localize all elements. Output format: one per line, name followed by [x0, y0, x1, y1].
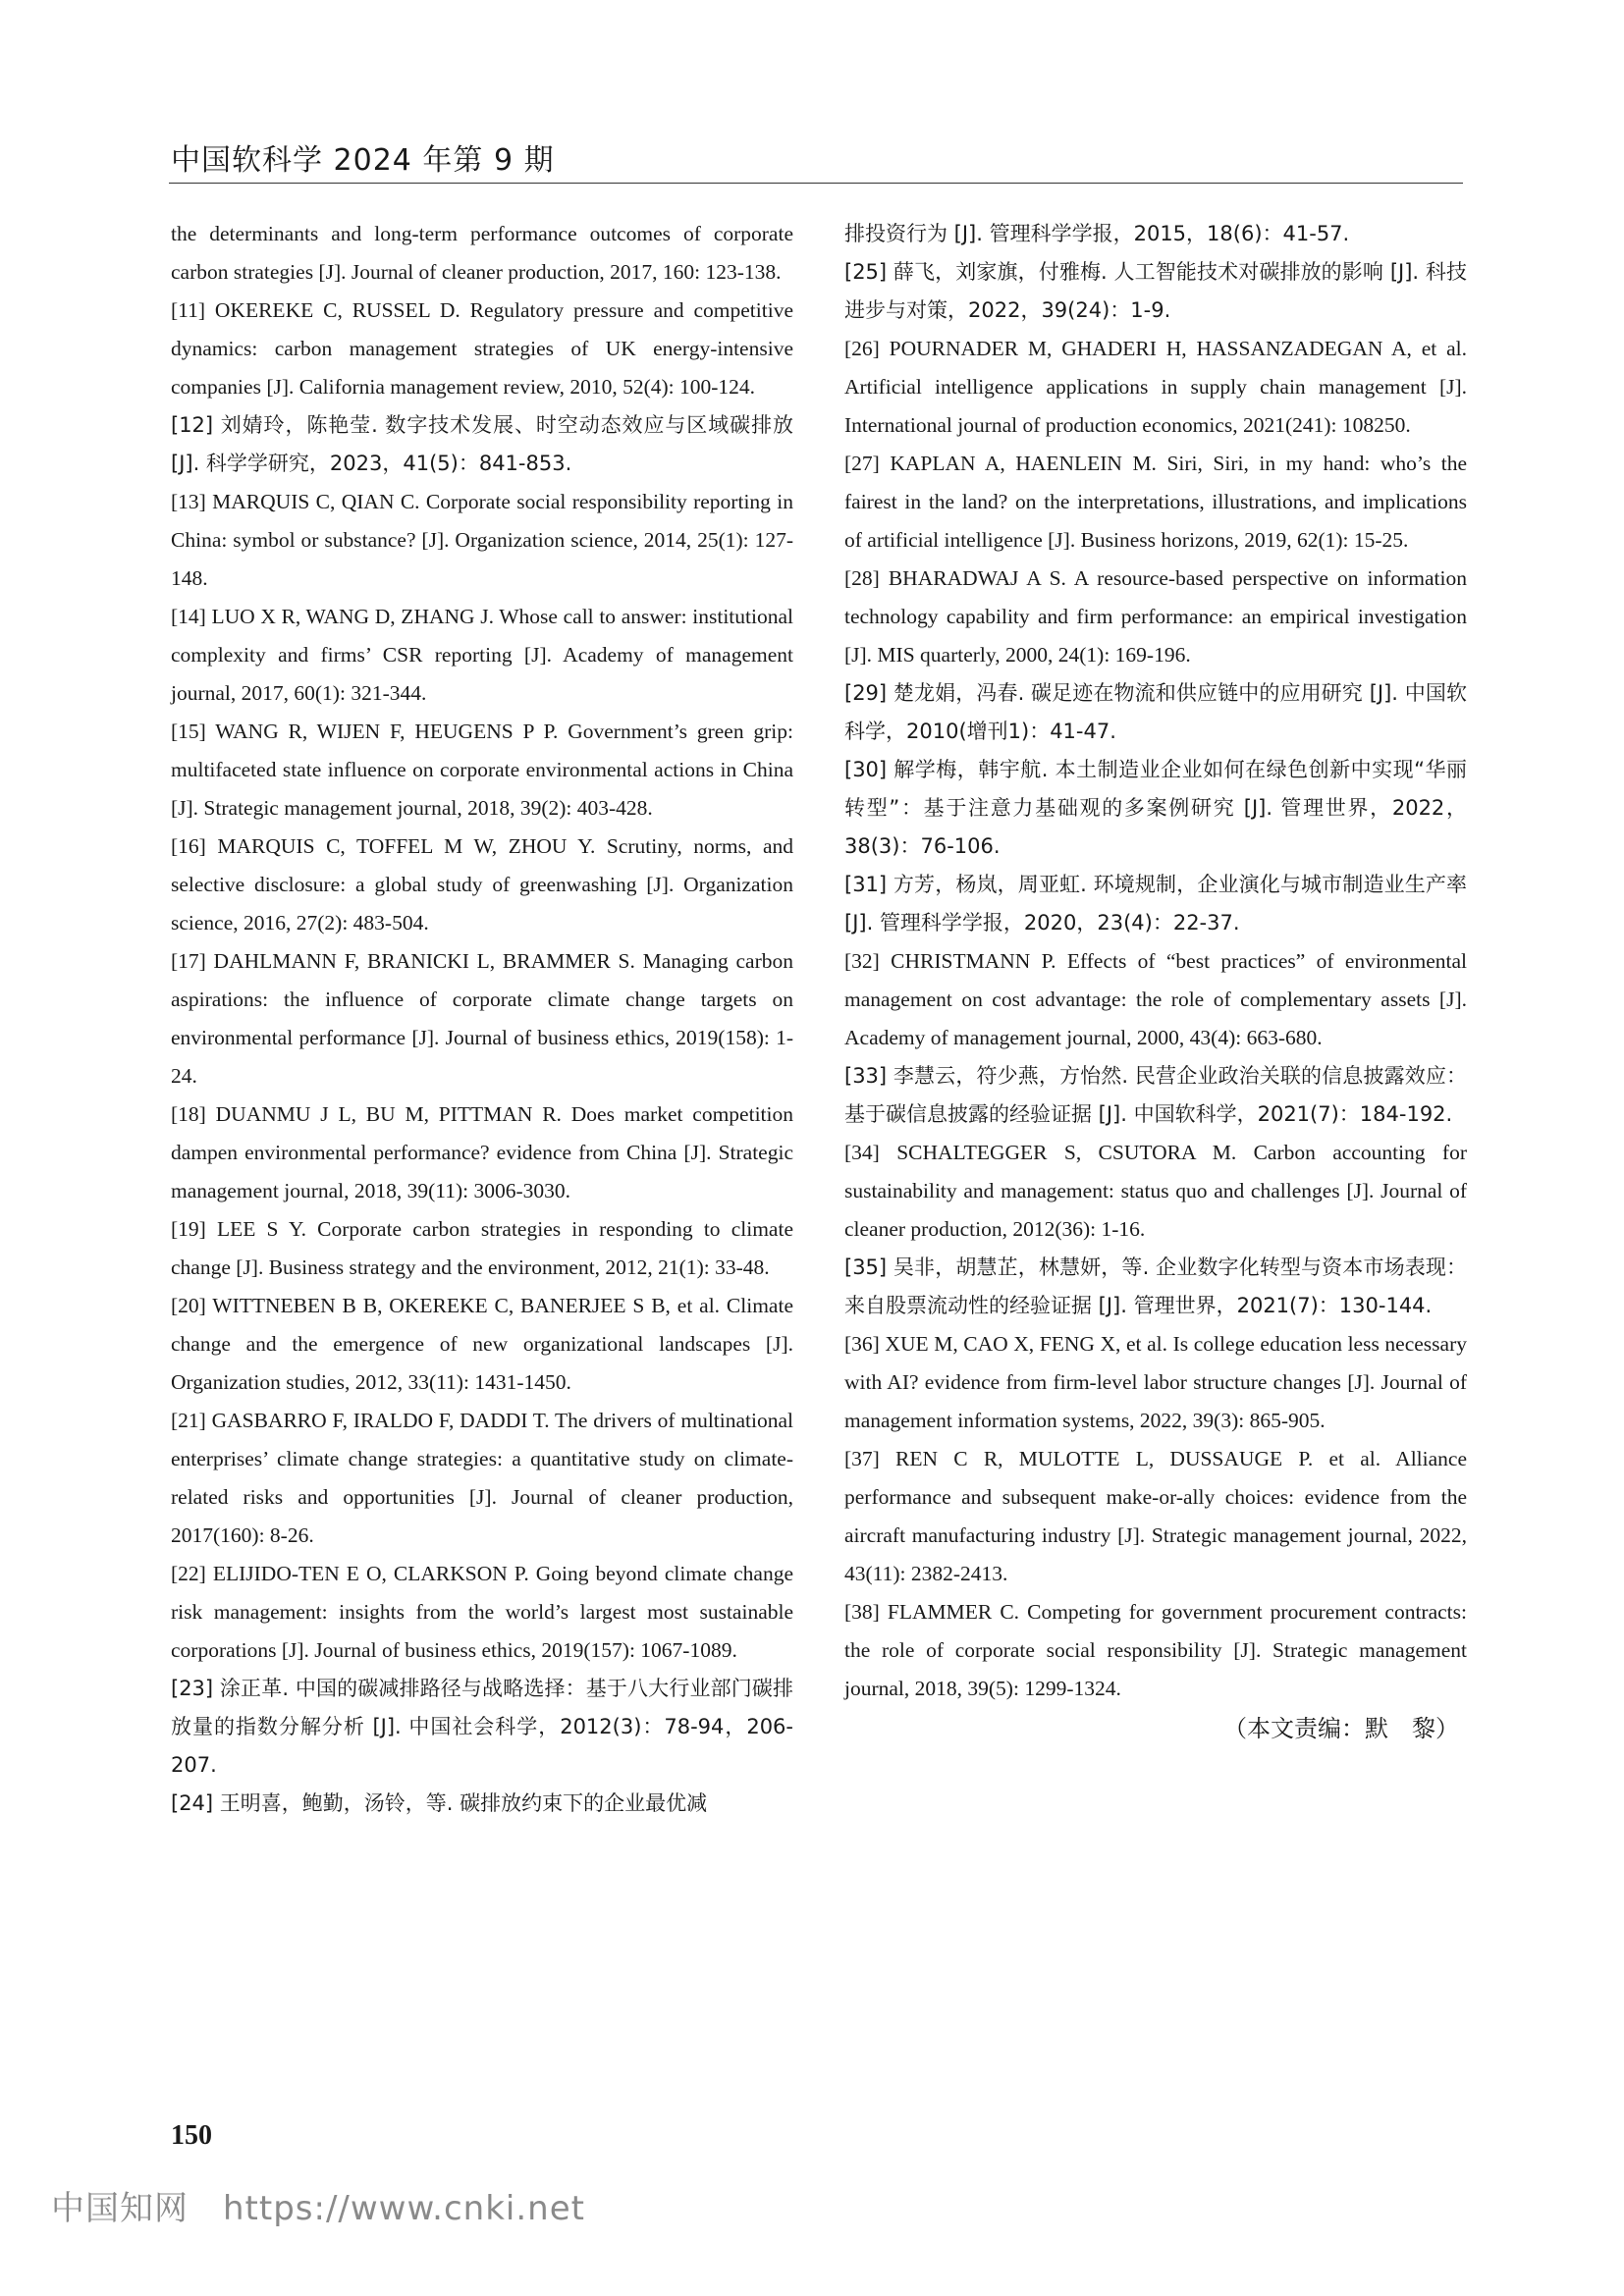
reference-entry: [36] XUE M, CAO X, FENG X, et al. Is college education less necessary with AI? evidence from firm-level labor structure changes [J]. Journal of management information systems, 2022, 39(3): 865-905. — [844, 1332, 1467, 1432]
reference-entry: [33] 李慧云，符少燕，方怡然. 民营企业政治关联的信息披露效应：基于碳信息披露的经验证据 [J]. 中国软科学，2021(7)：184-192. — [844, 1064, 1467, 1126]
reference-entry: [23] 涂正革. 中国的碳减排路径与战略选择：基于八大行业部门碳排放量的指数分解分析 [J]. 中国社会科学，2012(3)：78-94，206-207. — [171, 1677, 793, 1777]
reference-entry: 排投资行为 [J]. 管理科学学报，2015，18(6)：41-57. — [844, 222, 1350, 245]
reference-entry: [11] OKEREKE C, RUSSEL D. Regulatory pressure and competitive dynamics: carbon management strategies of UK energy-intensive companies [J]. California management review, 2010, 52(4): 100-124. — [171, 298, 793, 399]
editor-note: （本文责编：默 黎） — [1223, 1715, 1459, 1742]
reference-entry: [22] ELIJIDO-TEN E O, CLARKSON P. Going beyond climate change risk management: insights from the world’s largest most sustainable corporations [J]. Journal of business ethics, 2019(157): 1067-1089. — [171, 1562, 793, 1662]
reference-entry: [38] FLAMMER C. Competing for government procurement contracts: the role of corporate social responsibility [J]. Strategic management journal, 2018, 39(5): 1299-1324. — [844, 1600, 1467, 1700]
reference-entry: [12] 刘婧玲，陈艳莹. 数字技术发展、时空动态效应与区域碳排放 [J]. 科学学研究，2023，41(5)：841-853. — [171, 413, 793, 475]
reference-entry: [20] WITTNEBEN B B, OKEREKE C, BANERJEE S B, et al. Climate change and the emergence of new organizational landscapes [J]. Organization studies, 2012, 33(11): 1431-1450. — [171, 1294, 793, 1394]
reference-entry: [31] 方芳，杨岚，周亚虹. 环境规制，企业演化与城市制造业生产率 [J]. 管理科学学报，2020，23(4)：22-37. — [844, 873, 1467, 934]
reference-entry: [17] DAHLMANN F, BRANICKI L, BRAMMER S. Managing carbon aspirations: the influence of corporate climate change targets on environmental performance [J]. Journal of business ethics, 2019(158): 1-24. — [171, 949, 793, 1088]
reference-entry: [37] REN C R, MULOTTE L, DUSSAUGE P. et al. Alliance performance and subsequent make-or-ally choices: evidence from the aircraft manufacturing industry [J]. Strategic management journal, 2022, 43(11): 2382-2413. — [844, 1447, 1467, 1585]
reference-entry: [13] MARQUIS C, QIAN C. Corporate social responsibility reporting in China: symbol or substance? [J]. Organization science, 2014, 25(1): 127-148. — [171, 490, 793, 590]
reference-entry: [35] 吴非，胡慧芷，林慧妍，等. 企业数字化转型与资本市场表现：来自股票流动性的经验证据 [J]. 管理世界，2021(7)：130-144. — [844, 1255, 1467, 1317]
reference-entry: [34] SCHALTEGGER S, CSUTORA M. Carbon accounting for sustainability and management: status quo and challenges [J]. Journal of cleaner production, 2012(36): 1-16. — [844, 1141, 1467, 1241]
reference-entry: [25] 薛飞，刘家旗，付雅梅. 人工智能技术对碳排放的影响 [J]. 科技进步与对策，2022，39(24)：1-9. — [844, 260, 1467, 322]
references-right-column — [844, 215, 1467, 1749]
reference-entry: [21] GASBARRO F, IRALDO F, DADDI T. The drivers of multinational enterprises’ climate change strategies: a quantitative study on climate-related risks and opportunities [J]. Journal of cleaner production, 2017(160): 8-26. — [171, 1409, 793, 1547]
reference-entry: [27] KAPLAN A, HAENLEIN M. Siri, Siri, in my hand: who’s the fairest in the land? on the interpretations, illustrations, and implications of artificial intelligence [J]. Business horizons, 2019, 62(1): 15-25. — [844, 452, 1467, 552]
reference-entry: [14] LUO X R, WANG D, ZHANG J. Whose call to answer: institutional complexity and firms’ CSR reporting [J]. Academy of management journal, 2017, 60(1): 321-344. — [171, 605, 793, 705]
reference-entry: [19] LEE S Y. Corporate carbon strategies in responding to climate change [J]. Business strategy and the environment, 2012, 21(1): 33-48. — [171, 1217, 793, 1279]
reference-entry: [18] DUANMU J L, BU M, PITTMAN R. Does market competition dampen environmental performance? evidence from China [J]. Strategic management journal, 2018, 39(11): 3006-3030. — [171, 1102, 793, 1202]
cnki-watermark: 中国知网 https://www.cnki.net — [51, 2189, 585, 2228]
reference-entry: [26] POURNADER M, GHADERI H, HASSANZADEGAN A, et al. Artificial intelligence applications in supply chain management [J]. International journal of production economics, 2021(241): 108250. — [844, 337, 1467, 437]
reference-entry: [24] 王明喜，鲍勤，汤铃，等. 碳排放约束下的企业最优减 — [171, 1791, 708, 1815]
reference-entry: [15] WANG R, WIJEN F, HEUGENS P P. Government’s green grip: multifaceted state influence on corporate environmental actions in China [J]. Strategic management journal, 2018, 39(2): 403-428. — [171, 720, 793, 820]
reference-entry: [16] MARQUIS C, TOFFEL M W, ZHOU Y. Scrutiny, norms, and selective disclosure: a global study of greenwashing [J]. Organization science, 2016, 27(2): 483-504. — [171, 834, 793, 934]
reference-entry: [30] 解学梅，韩宇航. 本土制造业企业如何在绿色创新中实现“华丽转型”：基于注意力基础观的多案例研究 [J]. 管理世界，2022，38(3)：76-106. — [844, 758, 1467, 858]
reference-entry: [32] CHRISTMANN P. Effects of “best practices” of environmental management on cost advantage: the role of complementary assets [J]. Academy of management journal, 2000, 43(4): 663-680. — [844, 949, 1467, 1049]
reference-entry: [28] BHARADWAJ A S. A resource-based perspective on information technology capability and firm performance: an empirical investigation [J]. MIS quarterly, 2000, 24(1): 169-196. — [844, 566, 1467, 667]
reference-entry: the determinants and long-term performance outcomes of corporate carbon strategies [J]. Journal of cleaner production, 2017, 160: 123-138. — [171, 222, 793, 284]
header-divider — [169, 183, 1463, 184]
references-left-column — [171, 215, 793, 1823]
page-number: 150 — [171, 2120, 212, 2151]
reference-entry: [29] 楚龙娟，冯春. 碳足迹在物流和供应链中的应用研究 [J]. 中国软科学，2010(增刊1)：41-47. — [844, 681, 1467, 743]
journal-running-title: 中国软科学 2024 年第 9 期 — [171, 143, 555, 178]
